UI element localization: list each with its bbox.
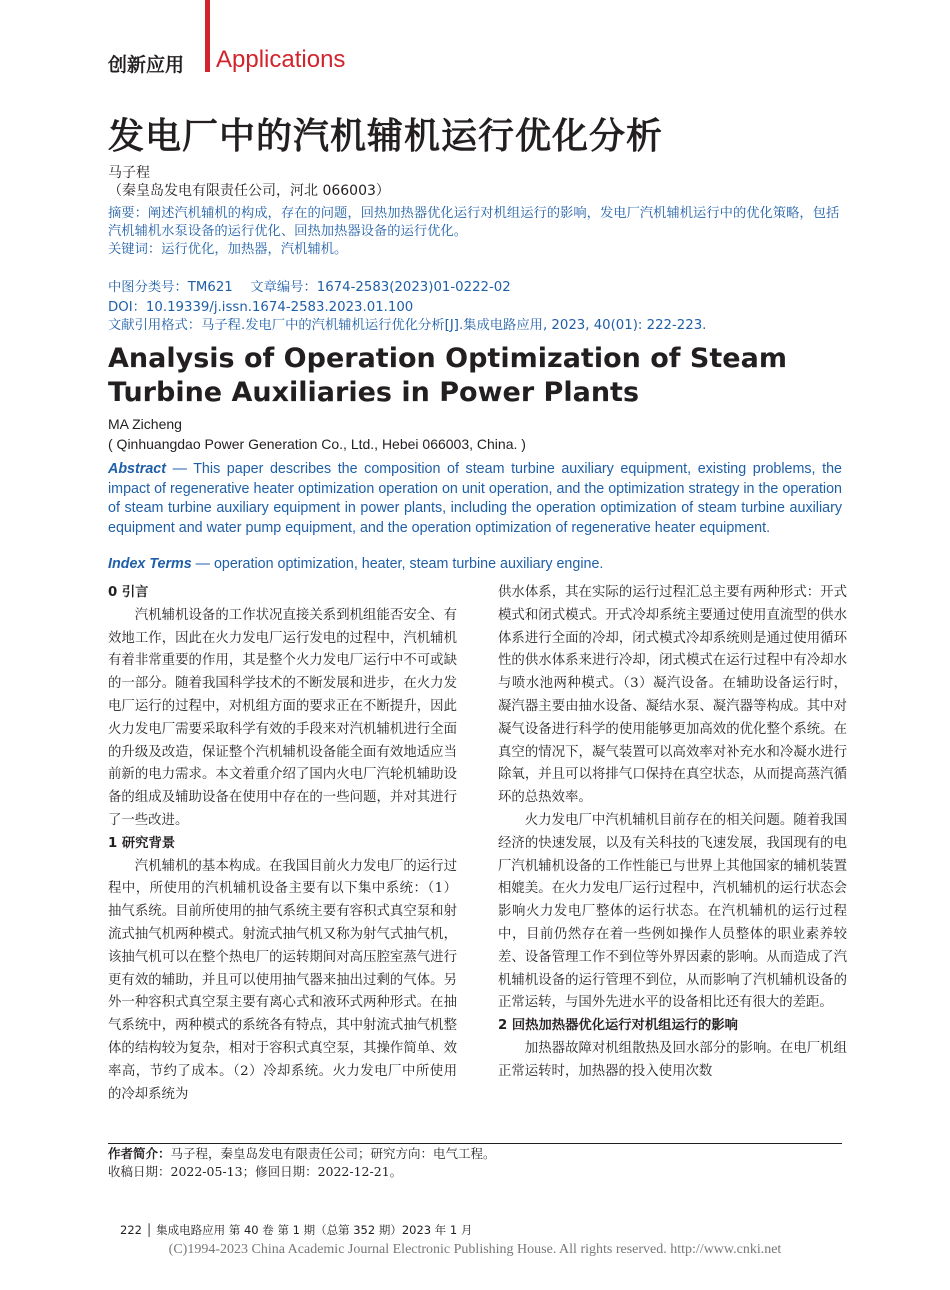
paragraph-problems: 火力发电厂中汽机辅机目前存在的相关问题。随着我国经济的快速发展，以及有关科技的飞速发展，我国现有的电厂汽机辅机设备的工作性能已与世界上其他国家的辅机装置相媲美。在火力发电厂运行过程中，汽机辅机的运行状态会影响火力发电厂整体的运行状态。在汽机辅机的运行过程中，目前仍然存在着一些例如操作人员整体的职业素养较差、设备管理工作不到位等外界因素的影响。从而造成了汽机辅机设备的运行管理不到位，从而影响了汽机辅机设备的正常运转，与国外先进水平的设备相比还有很大的差距。	[498, 812, 847, 1011]
copyright-notice: (C)1994-2023 China Academic Journal Electronic Publishing House. All rights reserved. http://www.cnki.net	[168, 1242, 782, 1257]
paragraph-intro: 汽机辅机设备的工作状况直接关系到机组能否安全、有效地工作，因此在火力发电厂运行发电的过程中，汽机辅机有着非常重要的作用，其是整个火力发电厂运行中不可或缺的一部分。随着我国科学技术的不断发展和进步，在火力发电厂运行的过程中，对机组方面的要求正在不断提升，因此火力发电厂需要采取科学有效的手段来对汽机辅机进行全面的升级及改造，保证整个汽机辅机设备能全面有效地适应当前新的电力需求。本文着重介绍了国内火电厂汽轮机辅助设备的组成及辅助设备在使用中存在的一些问题，并对其进行了一些改进。	[108, 607, 457, 828]
title-en: Analysis of Operation Optimization of Steam Turbine Auxiliaries in Power Plants	[108, 343, 787, 408]
body-column-left	[108, 582, 457, 1106]
doi[interactable]: DOI：10.19339/j.issn.1674-2583.2023.01.100	[108, 300, 414, 315]
footnote-author	[108, 1145, 496, 1163]
abstract-cn	[108, 205, 848, 259]
affiliation-cn: （秦皇岛发电有限责任公司，河北 066003）	[108, 183, 390, 199]
author-cn: 马子程	[108, 165, 150, 181]
paragraph-cooling-cont: 供水体系，其在实际的运行过程汇总主要有两种形式：开式模式和闭式模式。开式冷却系统主要通过使用直流型的供水体系进行全面的冷却，闭式模式冷却系统则是通过使用循环性的供水体系来进行冷却，闭式模式在运行过程中有冷却水与喷水池两种模式。（3）凝汽设备。在辅助设备运行时，凝汽器主要由抽水设备、凝结水泵、凝汽器等构成。其中对凝气设备进行科学的使用能够更加高效的优化整个系统。在真空的情况下，凝气装置可以高效率对补充水和冷凝水进行除氧，并且可以将排气口保持在真空状态，从而提高蒸汽循环的总热效率。	[498, 585, 847, 806]
paragraph-heater: 加热器故障对机组散热及回水部分的影响。在电厂机组正常运转时，加热器的投入使用次数	[498, 1040, 847, 1079]
section-heading-heater: 2 回热加热器优化运行对机组运行的影响	[498, 1018, 738, 1034]
abstract-cn-text: 摘要：阐述汽机辅机的构成，存在的问题，回热加热器优化运行对机组运行的影响，发电厂汽机辅机运行中的优化策略，包括汽机辅机水泵设备的运行优化、回热加热器设备的运行优化。	[108, 206, 840, 239]
footnote-divider	[108, 1143, 842, 1144]
body-column-right	[498, 582, 847, 1084]
title-cn: 发电厂中的汽机辅机运行优化分析	[108, 116, 664, 157]
footnote-author-text: 马子程，秦皇岛发电有限责任公司；研究方向：电气工程。	[170, 1146, 496, 1161]
paragraph-background: 汽机辅机的基本构成。在我国目前火力发电厂的运行过程中，所使用的汽机辅机设备主要有以下集中系统：（1）抽气系统。目前所使用的抽气系统主要有容积式真空泵和射流式抽气机两种模式。射流式抽气机又称为射气式抽气机，该抽气机可以在整个热电厂的运转期间对高压腔室蒸气进行更有效的辅助，并且可以使用抽气器来抽出过剩的气体。另外一种容积式真空泵主要有离心式和液环式两种形式。在抽气系统中，两种模式的系统各有特点，其中射流式抽气机整体的结构较为复杂，相对于容积式真空泵，其操作简单、效率高，节约了成本。（2）冷却系统。火力发电厂中所使用的冷却系统为	[108, 858, 457, 1102]
index-terms-label: Index Terms	[108, 556, 192, 572]
clc-number: 中图分类号：TM621 文章编号：1674-2583(2023)01-0222-02	[108, 280, 511, 295]
index-terms	[108, 556, 603, 572]
section-heading-intro: 0 引言	[108, 585, 149, 600]
footnote-author-label: 作者简介：	[108, 1146, 171, 1161]
keywords-cn: 关键词：运行优化，加热器，汽机辅机。	[108, 242, 348, 257]
page-footer: 222 │ 集成电路应用 第 40 卷 第 1 期（总第 352 期）2023 年 1 月	[120, 1223, 473, 1237]
index-terms-text: — operation optimization, heater, steam turbine auxiliary engine.	[191, 556, 604, 572]
abstract-en-label: Abstract	[108, 461, 166, 477]
footnote-dates: 收稿日期：2022-05-13；修回日期：2022-12-21。	[108, 1164, 403, 1179]
section-label-en: Applications	[216, 46, 346, 73]
abstract-en-text: — This paper describes the composition of steam turbine auxiliary equipment, existing problems, the impact of regenerative heater optimization operation on unit operation, and the optimization strategy in the operation of steam turbine auxiliary equipment in power plants, including the operation optimization of steam turbine auxiliary equipment and water pump equipment, and the operation optimization of regenerative heater equipment.	[108, 461, 842, 536]
citation-format: 文献引用格式：马子程.发电厂中的汽机辅机运行优化分析[J].集成电路应用, 2023, 40(01): 222-223.	[108, 318, 707, 333]
header-accent-bar	[205, 0, 210, 72]
author-en: MA Zicheng	[108, 416, 182, 432]
section-label-cn: 创新应用	[108, 54, 185, 76]
section-heading-background: 1 研究背景	[108, 835, 176, 851]
abstract-en	[108, 460, 842, 538]
affiliation-en: ( Qinhuangdao Power Generation Co., Ltd., Hebei 066003, China. )	[108, 436, 526, 452]
